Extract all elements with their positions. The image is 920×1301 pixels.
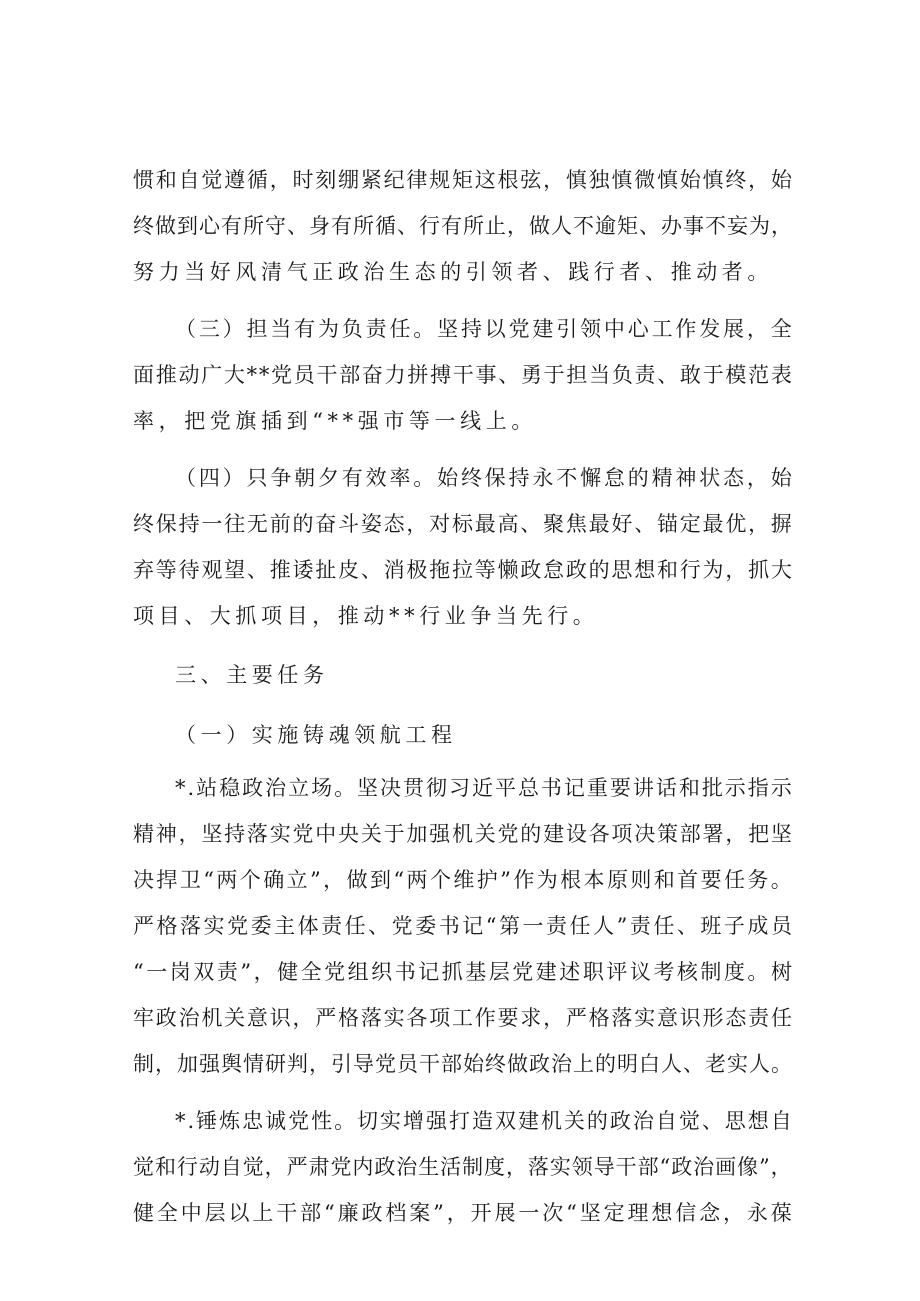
body-line: 终 保 持 一 往 无 前 的 奋 斗 姿 态 ， 对 标 最 高 、 聚 焦 最 好 、 锚 定 最 优 ， 摒 [133,512,792,536]
body-line: 严 格 落 实 党 委 主 体 责 任 、 党 委 书 记 “ 第 一 责 任 人 ” 责 任 、 班 子 成 员 [133,914,792,938]
body-line: （ 四 ） 只 争 朝 夕 有 效 率 。 始 终 保 持 永 不 懈 怠 的 精 神 状 态 ， 始 [175,466,792,490]
body-line: 决 捍 卫 “ 两 个 确 立 ” ， 做 到 “ 两 个 维 护 ” 作 为 根 本 原 则 和 首 要 任 务 。 [133,868,792,892]
body-line: 率，把党旗插到“**强市等一线上。 [133,409,537,433]
body-line: 制 ， 加 强 舆 情 研 判 ， 引 导 党 员 干 部 始 终 做 政 治 上 的 明 白 人 、 老 实 人 。 [133,1052,792,1076]
body-line: 终 做 到 心 有 所 守 、 身 有 所 循 、 行 有 所 止 ， 做 人 不 逾 矩 、 办 事 不 妄 为 ， [133,214,792,238]
body-line: 弃 等 待 观 望 、 推 诿 扯 皮 、 消 极 拖 拉 等 懒 政 怠 政 的 思 想 和 行 为 ， 抓 大 [133,558,792,582]
body-line: 牢 政 治 机 关 意 识 ， 严 格 落 实 各 项 工 作 要 求 ， 严 格 落 实 意 识 形 态 责 任 [133,1006,792,1030]
body-line: * . 锤 炼 忠 诚 党 性 。 切 实 增 强 打 造 双 建 机 关 的 政 治 自 觉 、 思 想 自 [175,1109,792,1133]
section-heading: 三、主要任务 [175,663,329,687]
body-line: “ 一 岗 双 责 ” ， 健 全 党 组 织 书 记 抓 基 层 党 建 述 职 评 议 考 核 制 度 。 树 [133,960,792,984]
body-line: 觉 和 行 动 自 觉 ， 严 肃 党 内 政 治 生 活 制 度 ， 落 实 领 导 干 部 “ 政 治 画 像 ” ， [133,1155,792,1179]
subsection-heading: （一）实施铸魂领航工程 [175,723,457,747]
body-line: 面 推 动 广 大 * * 党 员 干 部 奋 力 拼 搏 干 事 、 勇 于 担 当 负 责 、 敢 于 模 范 表 [133,363,792,387]
body-line: 努力当好风清气正政治生态的引领者、践行者、推动者。 [133,260,773,284]
body-line: （ 三 ） 担 当 有 为 负 责 任 。 坚 持 以 党 建 引 领 中 心 工 作 发 展 ， 全 [175,317,792,341]
body-line: 健 全 中 层 以 上 干 部 “ 廉 政 档 案 ” ， 开 展 一 次 “ 坚 定 理 想 信 念 ， 永 葆 [133,1201,792,1225]
body-line: 惯 和 自 觉 遵 循 ， 时 刻 绷 紧 纪 律 规 矩 这 根 弦 ， 慎 独 慎 微 慎 始 慎 终 ， 始 [133,168,792,192]
body-line: 项目、大抓项目，推动**行业争当先行。 [133,604,599,628]
body-line: 精 神 ， 坚 持 落 实 党 中 央 关 于 加 强 机 关 党 的 建 设 各 项 决 策 部 署 ， 把 坚 [133,822,792,846]
body-line: * . 站 稳 政 治 立 场 。 坚 决 贯 彻 习 近 平 总 书 记 重 要 讲 话 和 批 示 指 示 [175,776,792,800]
